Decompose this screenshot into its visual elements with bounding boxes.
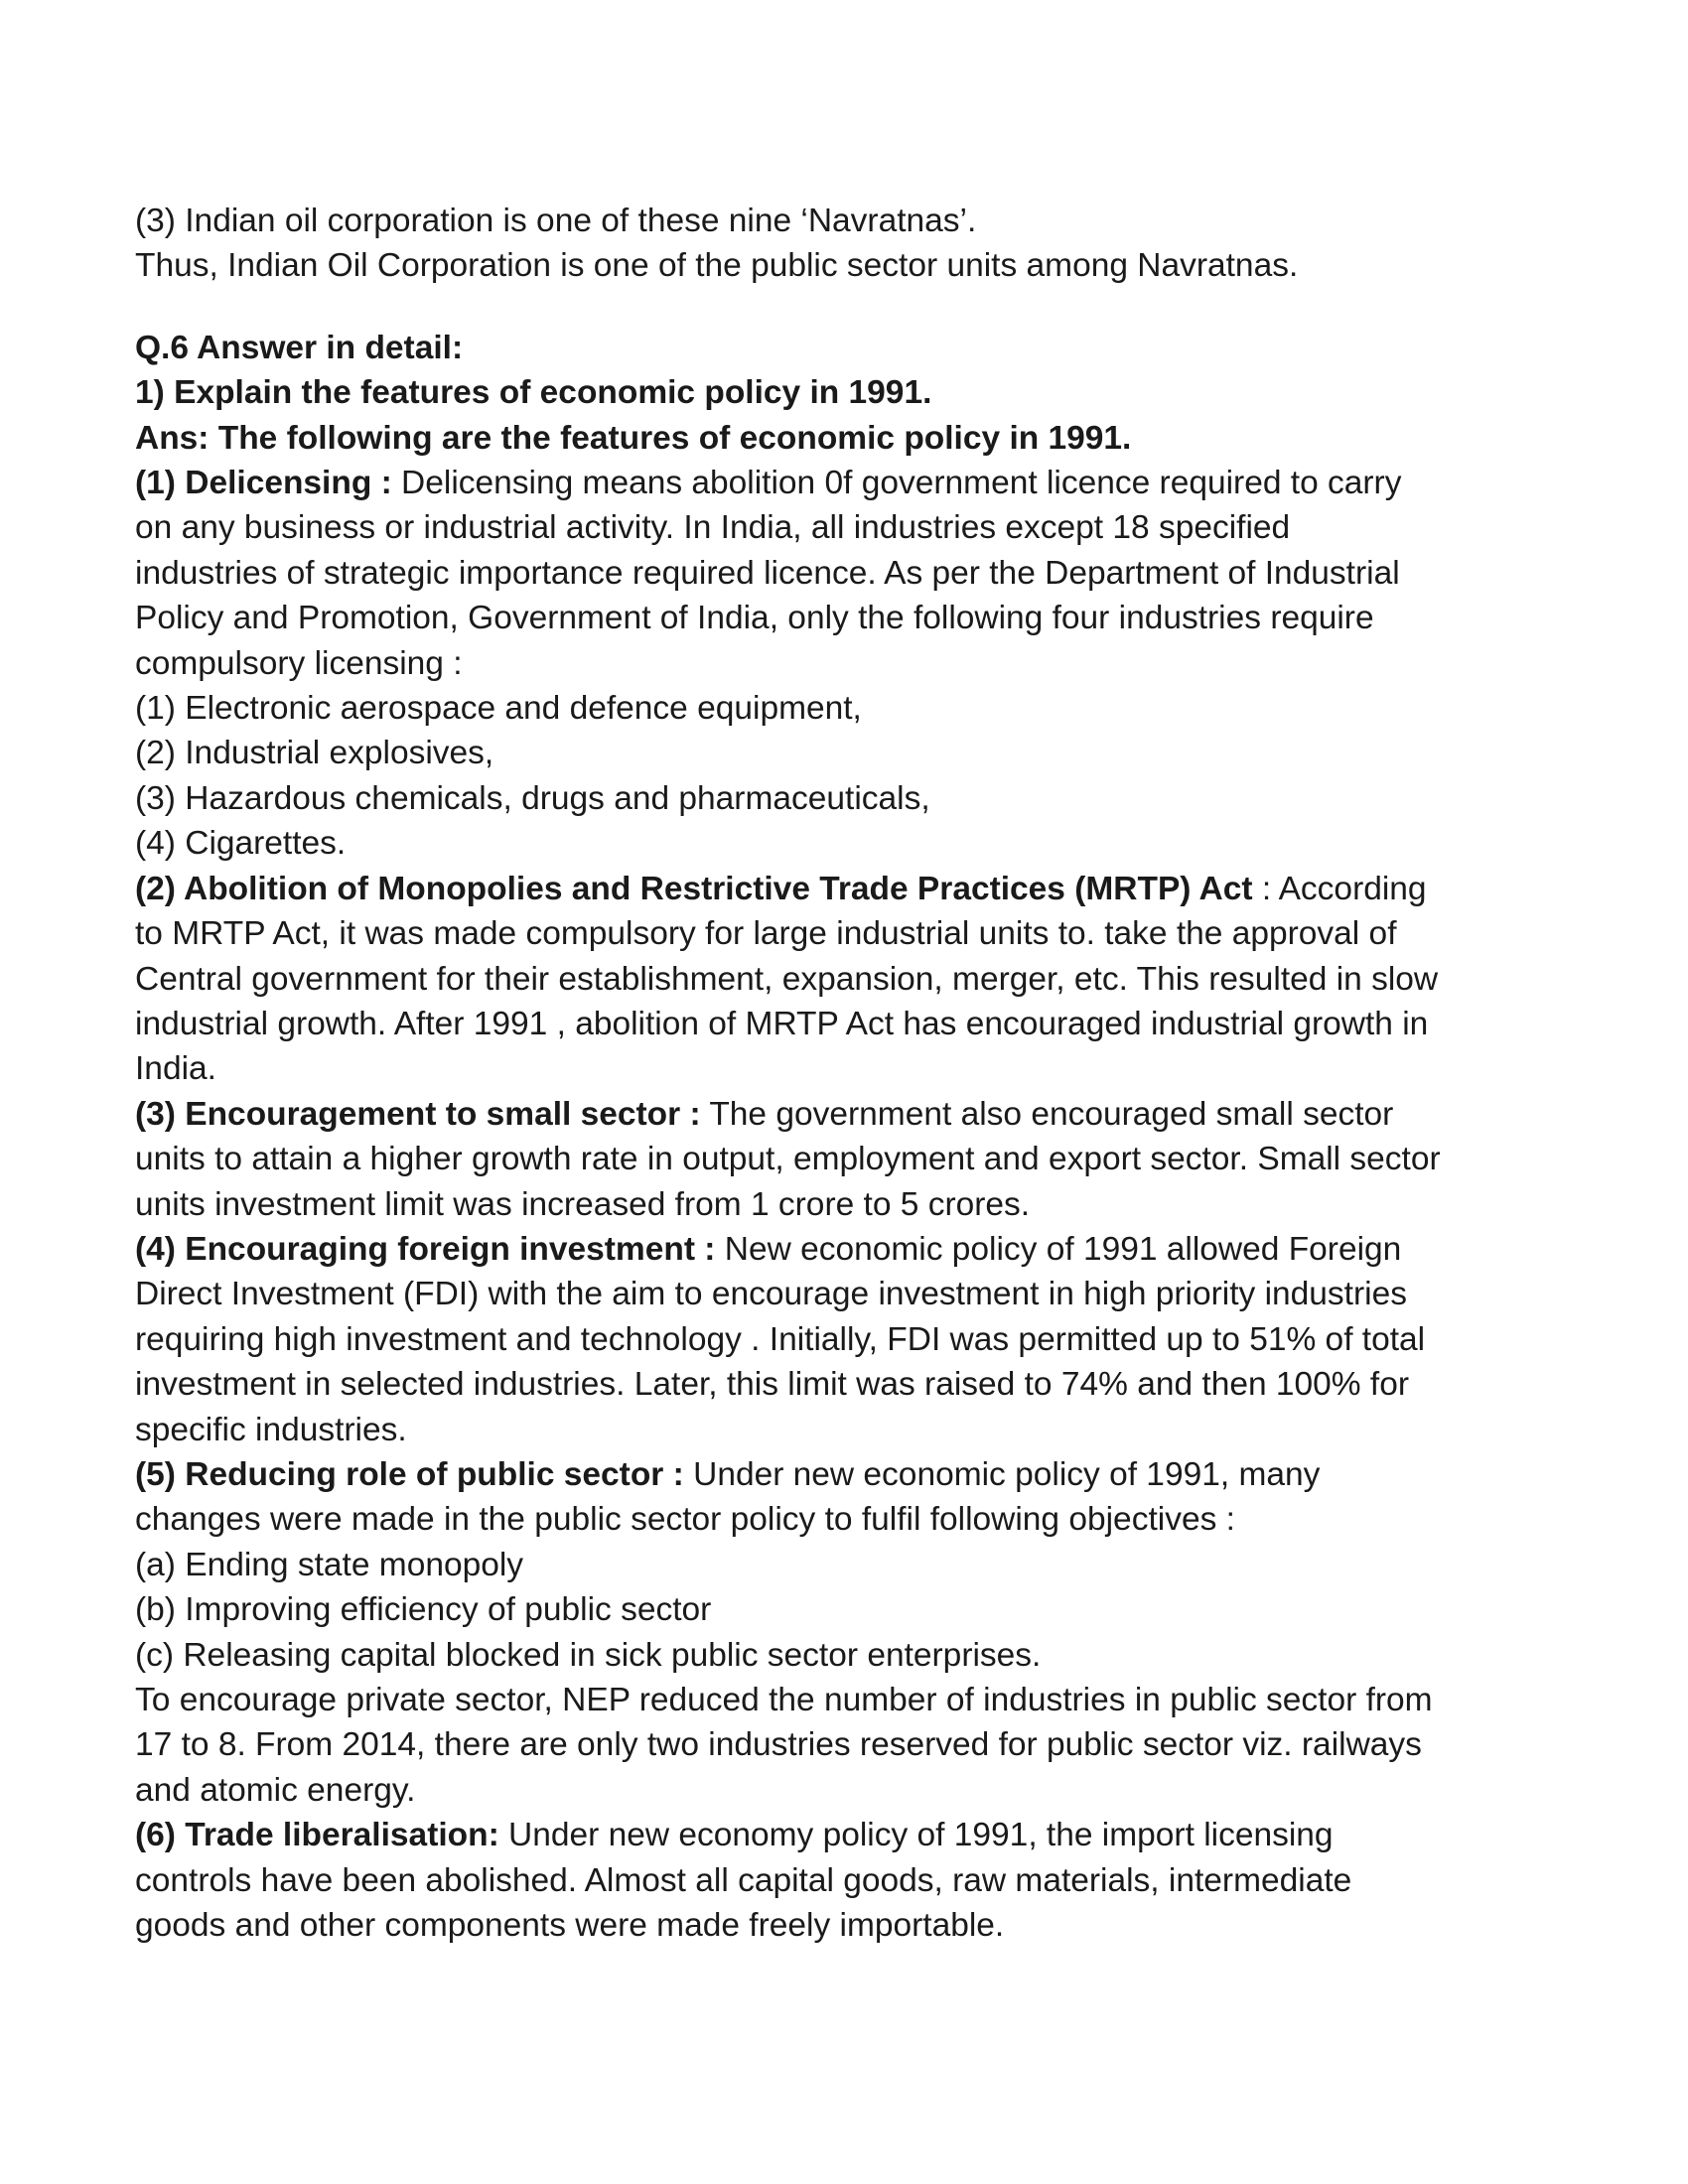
section-heading: Q.6 Answer in detail:: [135, 329, 464, 366]
paragraph-line: Direct Investment (FDI) with the aim to encourage investment in high priority industries: [135, 1276, 1407, 1313]
paragraph-line: compulsory licensing :: [135, 644, 463, 682]
feature-2-first-line: [135, 867, 1565, 911]
paragraph-line: units investment limit was increased from 1 crore to 5 crores.: [135, 1185, 1031, 1223]
list-item: (b) Improving efficiency of public sector: [135, 1591, 712, 1629]
paragraph-line: and atomic energy.: [135, 1771, 416, 1809]
paragraph-line: To encourage private sector, NEP reduced the number of industries in public sector from: [135, 1682, 1433, 1718]
paragraph-line: to MRTP Act, it was made compulsory for large industrial units to. take the approval of: [135, 915, 1397, 953]
feature-4-title: (4) Encouraging foreign investment :: [135, 1230, 716, 1268]
feature-2-title: (2) Abolition of Monopolies and Restrictive Trade Practices (MRTP) Act: [135, 870, 1253, 907]
feature-1-title: (1) Delicensing :: [135, 465, 392, 502]
intro-line: Thus, Indian Oil Corporation is one of the public sector units among Navratnas.: [135, 247, 1299, 285]
paragraph-line: requiring high investment and technology . Initially, FDI was permitted up to 51% of total: [135, 1320, 1426, 1358]
paragraph-line: changes were made in the public sector policy to fulfil following objectives :: [135, 1501, 1235, 1539]
paragraph-line: industrial growth. After 1991 , abolition of MRTP Act has encouraged industrial growth in: [135, 1005, 1429, 1042]
feature-6-text: Under new economy policy of 1991, the import licensing: [498, 1817, 1334, 1854]
intro-line: (3) Indian oil corporation is one of these nine ‘Navratnas’.: [135, 203, 977, 239]
list-item: (1) Electronic aerospace and defence equipment,: [135, 690, 862, 728]
paragraph-line: industries of strategic importance required licence. As per the Department of Industrial: [135, 554, 1400, 592]
paragraph-line: goods and other components were made freely importable.: [135, 1907, 1005, 1945]
feature-6-title: (6) Trade liberalisation:: [135, 1817, 499, 1854]
feature-3-first-line: [135, 1092, 1565, 1137]
question-text: 1) Explain the features of economic policy in 1991.: [135, 374, 932, 412]
feature-5-first-line: [135, 1452, 1565, 1497]
list-item: (4) Cigarettes.: [135, 825, 347, 863]
feature-2-text: : According: [1252, 870, 1427, 907]
paragraph-line: on any business or industrial activity. In India, all industries except 18 specified: [135, 509, 1291, 547]
answer-intro: Ans: The following are the features of economic policy in 1991.: [135, 419, 1132, 457]
paragraph-line: units to attain a higher growth rate in output, employment and export sector. Small sector: [135, 1141, 1441, 1178]
paragraph-gap: [135, 289, 1565, 326]
feature-6-first-line: [135, 1813, 1565, 1857]
paragraph-line: Central government for their establishment, expansion, merger, etc. This resulted in slow: [135, 960, 1439, 998]
document-page: [135, 199, 1565, 1948]
paragraph-line: 17 to 8. From 2014, there are only two industries reserved for public sector viz. railways: [135, 1726, 1422, 1764]
paragraph-line: controls have been abolished. Almost all capital goods, raw materials, intermediate: [135, 1861, 1352, 1899]
list-item: (c) Releasing capital blocked in sick public sector enterprises.: [135, 1636, 1042, 1674]
list-item: (3) Hazardous chemicals, drugs and pharmaceuticals,: [135, 779, 930, 817]
paragraph-line: specific industries.: [135, 1411, 407, 1448]
feature-4-text: New economic policy of 1991 allowed Foreign: [715, 1230, 1402, 1268]
feature-3-text: The government also encouraged small sector: [700, 1095, 1394, 1133]
feature-4-first-line: [135, 1227, 1565, 1272]
paragraph-line: investment in selected industries. Later, this limit was raised to 74% and then 100% for: [135, 1366, 1409, 1404]
feature-3-title: (3) Encouragement to small sector :: [135, 1095, 701, 1133]
feature-5-text: Under new economic policy of 1991, many: [683, 1455, 1321, 1493]
paragraph-line: India.: [135, 1050, 216, 1088]
list-item: (2) Industrial explosives,: [135, 735, 494, 772]
paragraph-line: Policy and Promotion, Government of India, only the following four industries require: [135, 600, 1374, 637]
feature-5-title: (5) Reducing role of public sector :: [135, 1455, 684, 1493]
list-item: (a) Ending state monopoly: [135, 1546, 524, 1583]
feature-1-first-line: [135, 461, 1565, 505]
feature-1-text: Delicensing means abolition 0f government licence required to carry: [391, 465, 1402, 502]
